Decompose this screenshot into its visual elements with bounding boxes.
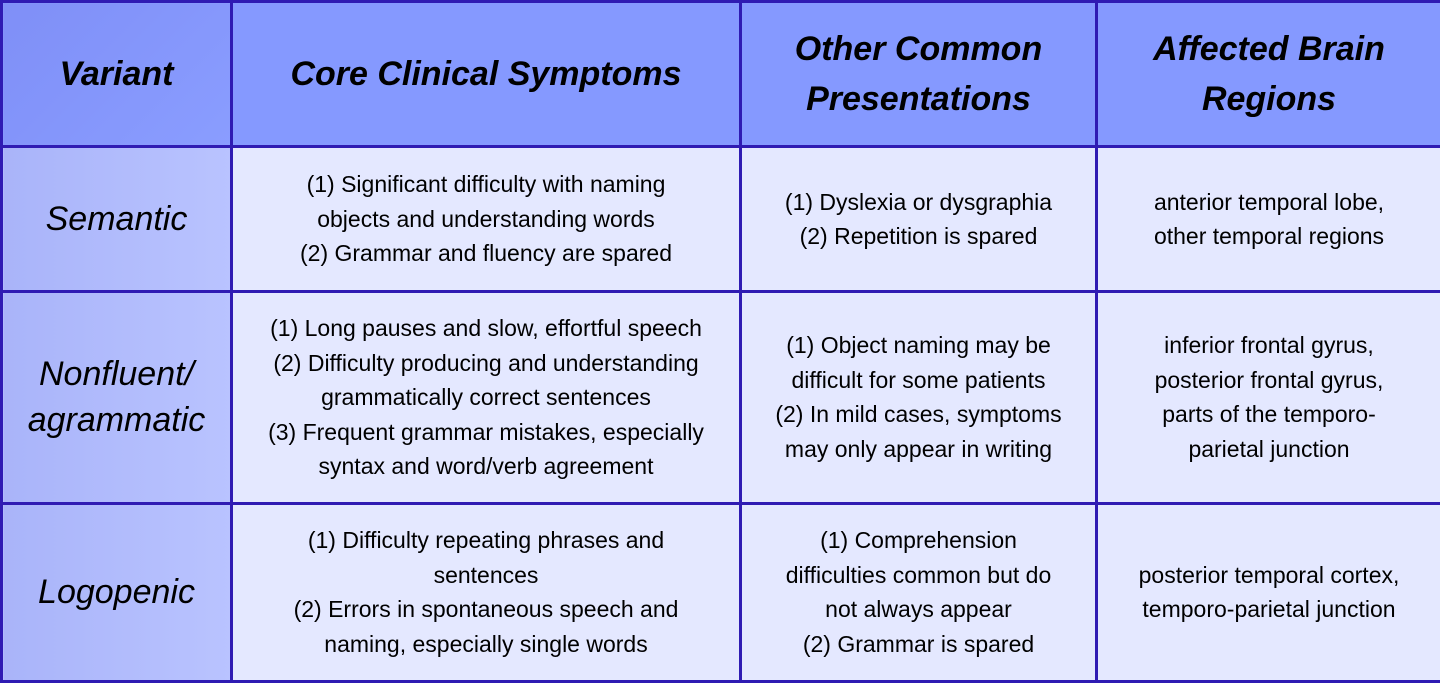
text-line: inferior frontal gyrus, — [1164, 332, 1374, 359]
header-variant-text: Variant — [59, 55, 174, 93]
core-symptoms-cell — [232, 147, 741, 292]
text-line: may only appear in writing — [784, 435, 1053, 462]
variant-cell — [2, 292, 232, 503]
core-symptoms-cell — [232, 503, 741, 681]
text-line: (2) Grammar and fluency are spared — [300, 240, 672, 267]
text-line: (1) Significant difficulty with naming — [306, 171, 666, 198]
table-row-semantic — [2, 147, 1440, 292]
header-regions-line-2: Regions — [1201, 80, 1337, 118]
variant-name: Semantic — [45, 200, 188, 239]
text-line: (2) Difficulty producing and understanding — [273, 349, 699, 376]
text-line: naming, especially single words — [324, 630, 648, 657]
header-regions-line-1: Affected Brain — [1153, 30, 1385, 68]
text-line: parietal junction — [1188, 435, 1350, 462]
table-row-nonfluent — [2, 292, 1440, 503]
text-line: posterior temporal cortex, — [1138, 561, 1400, 588]
header-other-line-2: Presentations — [806, 80, 1031, 118]
text-line: other temporal regions — [1153, 223, 1385, 250]
text-line: sentences — [433, 561, 539, 588]
other-presentations-cell — [741, 503, 1097, 681]
text-line: difficult for some patients — [791, 366, 1046, 393]
brain-regions-cell — [1097, 292, 1440, 503]
other-presentations-cell — [741, 147, 1097, 292]
header-row — [2, 2, 1440, 147]
text-line: (2) Grammar is spared — [802, 630, 1035, 657]
text-line: anterior temporal lobe, — [1153, 188, 1385, 215]
variant-name-line: Nonfluent/ — [39, 355, 194, 394]
brain-regions-cell — [1097, 503, 1440, 681]
text-line: (1) Long pauses and slow, effortful speech — [270, 315, 702, 342]
header-other-line-1: Other Common — [794, 30, 1043, 68]
text-line: parts of the temporo- — [1162, 401, 1376, 428]
text-line: not always appear — [825, 596, 1012, 623]
text-line: posterior frontal gyrus, — [1154, 366, 1384, 393]
text-line: (2) Repetition is spared — [799, 223, 1038, 250]
text-line: (1) Dyslexia or dysgraphia — [784, 188, 1053, 215]
variant-cell — [2, 147, 232, 292]
text-line: temporo-parietal junction — [1142, 596, 1396, 623]
text-line: (1) Difficulty repeating phrases and — [307, 527, 665, 554]
core-symptoms-cell — [232, 292, 741, 503]
text-line: (2) In mild cases, symptoms — [775, 401, 1062, 428]
text-line: difficulties common but do — [785, 561, 1052, 588]
text-line: grammatically correct sentences — [321, 384, 651, 411]
text-line: syntax and word/verb agreement — [318, 453, 654, 480]
header-other-presentations — [741, 2, 1097, 147]
header-variant — [2, 2, 232, 147]
variant-name: Logopenic — [38, 573, 195, 612]
brain-regions-cell — [1097, 147, 1440, 292]
header-core-symptoms-text: Core Clinical Symptoms — [290, 55, 682, 93]
variant-cell — [2, 503, 232, 681]
text-line: (2) Errors in spontaneous speech and — [293, 596, 679, 623]
other-presentations-cell — [741, 292, 1097, 503]
text-line: objects and understanding words — [317, 205, 655, 232]
table-row-logopenic — [2, 503, 1440, 681]
text-line: (1) Object naming may be — [786, 332, 1051, 359]
variant-name-line: agrammatic — [27, 401, 206, 440]
text-line: (3) Frequent grammar mistakes, especially — [268, 418, 704, 445]
header-core-symptoms — [232, 2, 741, 147]
text-line: (1) Comprehension — [820, 527, 1017, 554]
header-brain-regions — [1097, 2, 1440, 147]
